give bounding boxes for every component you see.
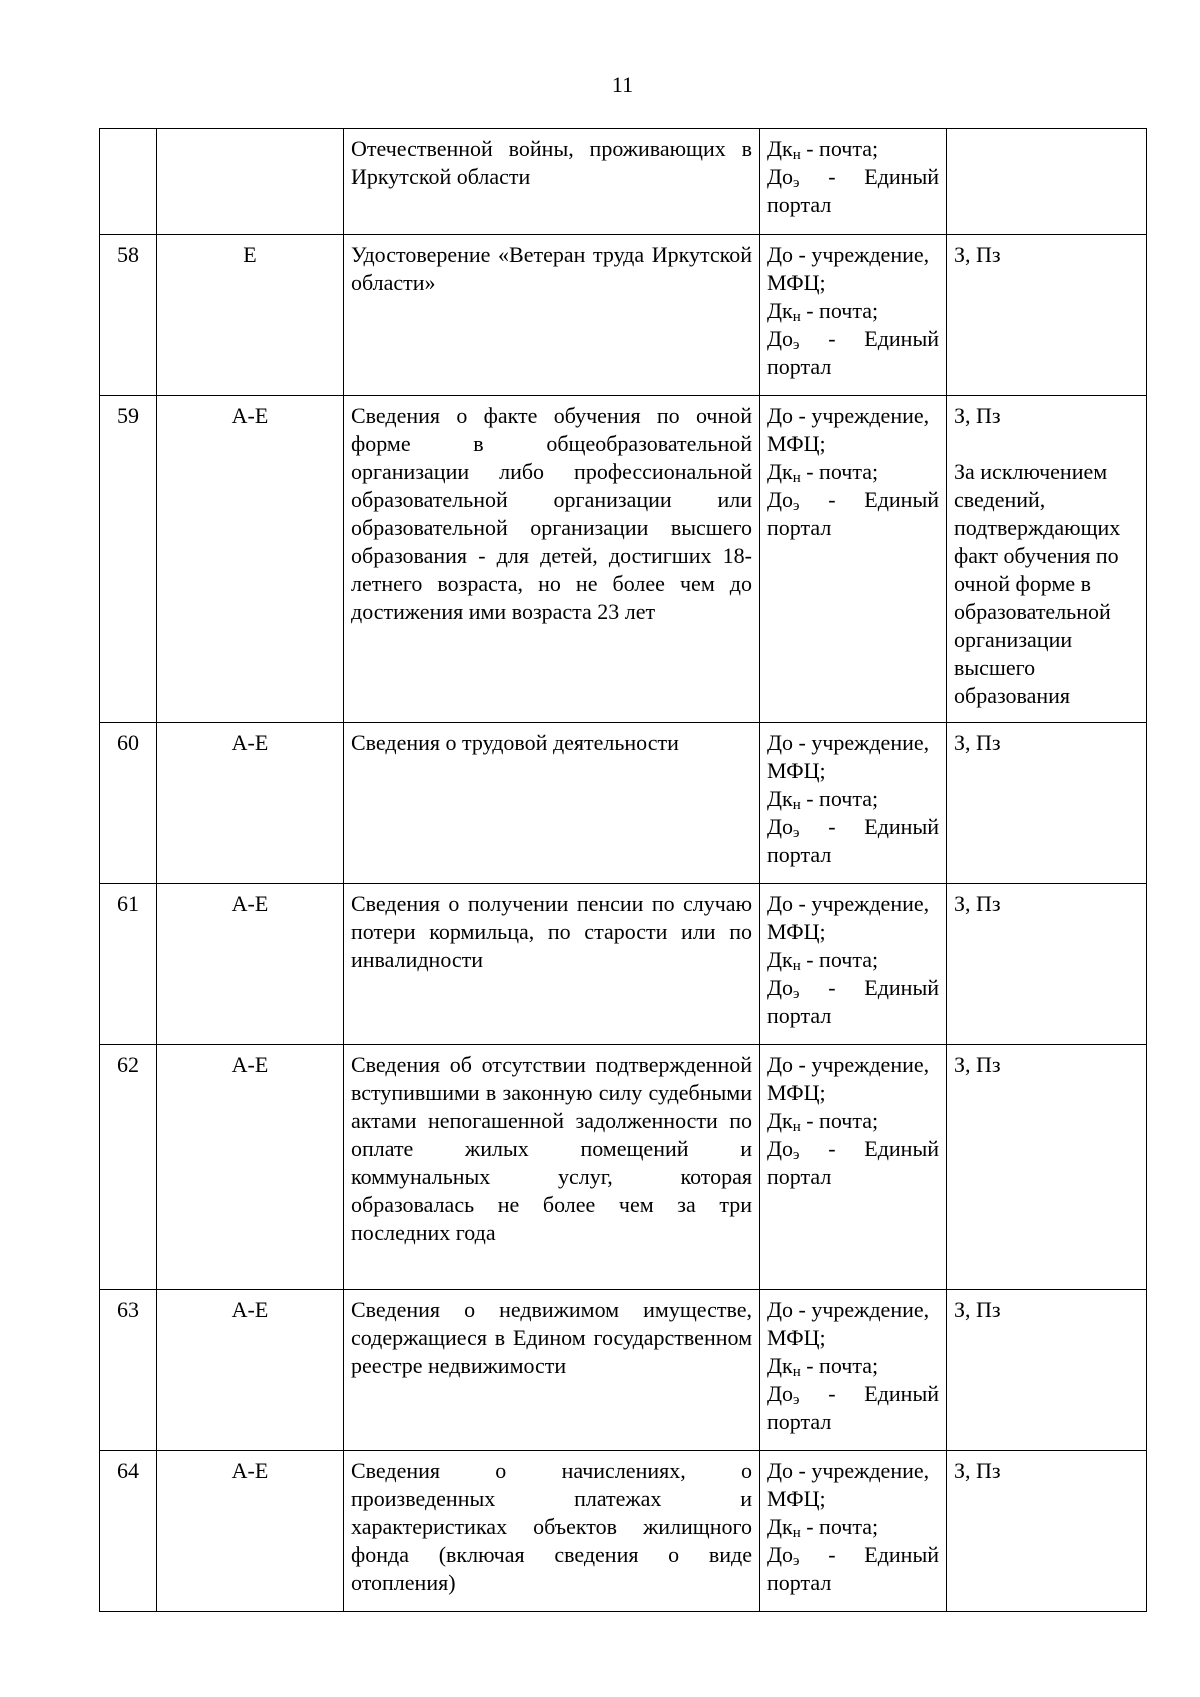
category-label: А-Е	[231, 403, 269, 428]
way-electronic-prefix: До	[767, 326, 794, 351]
document-cell	[344, 1451, 760, 1612]
table-row	[100, 884, 1147, 1045]
row-number-cell	[100, 1290, 157, 1451]
way-post-sub: н	[792, 309, 801, 325]
way-electronic-sub: э	[793, 1553, 800, 1569]
way-post	[767, 458, 939, 486]
way-post-text: - почта;	[800, 786, 879, 811]
table-row	[100, 723, 1147, 884]
way-mfc: МФЦ;	[767, 1080, 826, 1105]
way-institution: До - учреждение,	[767, 242, 930, 267]
note-cell	[947, 235, 1147, 396]
table-row	[100, 1451, 1147, 1612]
document-name: Сведения об отсутствии подтвержденной вступившими в законную силу судебными актами непогашенной задолженности по оплате жилых помещений и коммунальных услуг, которая образовалась не более чем за три последних года	[351, 1052, 752, 1245]
way-electronic-sub: э	[793, 1147, 800, 1163]
note-exception-line: факт обучения по	[954, 543, 1119, 568]
way-post-text: - почта;	[800, 298, 879, 323]
way-post-sub: н	[792, 470, 801, 486]
way-electronic-code	[767, 1380, 799, 1408]
way-mfc: МФЦ;	[767, 270, 826, 295]
way-post-text: - почта;	[800, 1108, 879, 1133]
table-row	[100, 1290, 1147, 1451]
way-electronic-code	[767, 163, 799, 191]
way-post-prefix: Дк	[767, 459, 793, 484]
way-electronic	[767, 486, 939, 514]
documents-table	[99, 128, 1147, 1612]
way-electronic	[767, 974, 939, 1002]
way-post	[767, 785, 939, 813]
note-code: З, Пз	[954, 1052, 1001, 1077]
way-post	[767, 135, 939, 163]
way-post-prefix: Дк	[767, 298, 793, 323]
way-electronic-single: Единый	[864, 814, 939, 839]
note-code: З, Пз	[954, 1458, 1001, 1483]
way-portal: портал	[767, 192, 832, 217]
way-electronic-dash: -	[828, 164, 836, 189]
submission-ways-cell	[760, 1045, 947, 1290]
note-cell	[947, 396, 1147, 723]
way-electronic-code	[767, 813, 799, 841]
way-post-text: - почта;	[800, 1353, 879, 1378]
way-post-sub: н	[792, 1119, 801, 1135]
document-cell	[344, 1045, 760, 1290]
way-post-prefix: Дк	[767, 1353, 793, 1378]
note-cell	[947, 723, 1147, 884]
document-name: Отечественной войны, проживающих в Иркутской области	[351, 136, 752, 189]
way-electronic-prefix: До	[767, 164, 794, 189]
category-label: А-Е	[231, 1458, 269, 1483]
submission-ways-cell	[760, 129, 947, 235]
way-post-sub: н	[792, 1364, 801, 1380]
way-institution: До - учреждение,	[767, 1052, 930, 1077]
submission-ways-cell	[760, 235, 947, 396]
way-electronic-sub: э	[793, 1392, 800, 1408]
document-cell	[344, 1290, 760, 1451]
row-number-cell	[100, 396, 157, 723]
way-mfc: МФЦ;	[767, 758, 826, 783]
way-electronic-single: Единый	[864, 326, 939, 351]
note-exception-line: За исключением	[954, 459, 1108, 484]
submission-ways-cell	[760, 884, 947, 1045]
note-cell	[947, 1045, 1147, 1290]
note-exception-line: образовательной	[954, 599, 1111, 624]
row-number: 63	[117, 1297, 139, 1322]
way-electronic-dash: -	[828, 1381, 836, 1406]
way-electronic-prefix: До	[767, 975, 794, 1000]
category-cell	[157, 235, 344, 396]
note-code: З, Пз	[954, 1297, 1001, 1322]
way-electronic-sub: э	[793, 825, 800, 841]
way-electronic-dash: -	[828, 487, 836, 512]
way-electronic	[767, 1380, 939, 1408]
way-portal: портал	[767, 1164, 832, 1189]
row-number: 60	[117, 730, 139, 755]
way-post-sub: н	[792, 958, 801, 974]
note-exception-line: высшего	[954, 655, 1036, 680]
table-row	[100, 1045, 1147, 1290]
way-electronic-prefix: До	[767, 487, 794, 512]
way-electronic-single: Единый	[864, 487, 939, 512]
way-electronic-code	[767, 1541, 799, 1569]
document-name: Сведения о факте обучения по очной форме в общеобразовательной организации либо профессиональной образовательной организации или образовательной организации высшего образования - для детей, достигших 18-летнего возраста, но не более чем до достижения ими возраста 23 лет	[351, 403, 752, 624]
way-electronic-code	[767, 974, 799, 1002]
way-post	[767, 297, 939, 325]
way-electronic-sub: э	[793, 175, 800, 191]
way-post-prefix: Дк	[767, 1108, 793, 1133]
way-institution: До - учреждение,	[767, 730, 930, 755]
submission-ways-cell	[760, 723, 947, 884]
page-number: 11	[611, 72, 634, 97]
way-electronic	[767, 163, 939, 191]
way-mfc: МФЦ;	[767, 1486, 826, 1511]
note-cell	[947, 1290, 1147, 1451]
document-name: Сведения о недвижимом имуществе, содержащиеся в Едином государственном реестре недвижимости	[351, 1297, 752, 1378]
way-electronic-prefix: До	[767, 1136, 794, 1161]
row-number-cell	[100, 129, 157, 235]
category-cell	[157, 884, 344, 1045]
way-institution: До - учреждение,	[767, 403, 930, 428]
way-post	[767, 946, 939, 974]
way-portal: портал	[767, 1003, 832, 1028]
way-portal: портал	[767, 842, 832, 867]
way-post-text: - почта;	[800, 459, 879, 484]
row-number: 61	[117, 891, 139, 916]
way-electronic-dash: -	[828, 975, 836, 1000]
submission-ways-cell	[760, 1290, 947, 1451]
way-electronic	[767, 325, 939, 353]
way-institution: До - учреждение,	[767, 1297, 930, 1322]
way-post-text: - почта;	[800, 947, 879, 972]
way-post-text: - почта;	[800, 1514, 879, 1539]
way-post-prefix: Дк	[767, 136, 793, 161]
submission-ways-cell	[760, 1451, 947, 1612]
way-electronic-prefix: До	[767, 814, 794, 839]
way-electronic-sub: э	[793, 337, 800, 353]
row-number: 62	[117, 1052, 139, 1077]
category-label: А-Е	[231, 1052, 269, 1077]
way-post	[767, 1513, 939, 1541]
way-electronic-dash: -	[828, 326, 836, 351]
category-label: Е	[243, 242, 257, 267]
way-institution: До - учреждение,	[767, 891, 930, 916]
way-post	[767, 1107, 939, 1135]
way-post-sub: н	[792, 147, 801, 163]
category-cell	[157, 129, 344, 235]
way-post-prefix: Дк	[767, 786, 793, 811]
way-electronic-single: Единый	[864, 1381, 939, 1406]
category-label: А-Е	[231, 891, 269, 916]
way-portal: портал	[767, 1570, 832, 1595]
way-electronic-dash: -	[828, 814, 836, 839]
way-electronic-single: Единый	[864, 1136, 939, 1161]
note-cell	[947, 129, 1147, 235]
row-number-cell	[100, 884, 157, 1045]
way-electronic-sub: э	[793, 986, 800, 1002]
category-cell	[157, 1451, 344, 1612]
document-name: Удостоверение «Ветеран труда Иркутской области»	[351, 242, 752, 295]
way-post	[767, 1352, 939, 1380]
way-post-sub: н	[792, 797, 801, 813]
way-electronic-single: Единый	[864, 1542, 939, 1567]
category-cell	[157, 1290, 344, 1451]
submission-ways-cell	[760, 396, 947, 723]
way-mfc: МФЦ;	[767, 431, 826, 456]
document-name: Сведения о начислениях, о произведенных платежах и характеристиках объектов жилищного фонда (включая сведения о виде отопления)	[351, 1458, 752, 1595]
way-mfc: МФЦ;	[767, 1325, 826, 1350]
note-exception-line: сведений,	[954, 487, 1046, 512]
note-code: З, Пз	[954, 242, 1001, 267]
table-row	[100, 235, 1147, 396]
row-number: 58	[117, 242, 139, 267]
document-cell	[344, 884, 760, 1045]
way-electronic	[767, 813, 939, 841]
way-portal: портал	[767, 515, 832, 540]
way-electronic-single: Единый	[864, 164, 939, 189]
way-electronic-code	[767, 325, 799, 353]
category-label: А-Е	[231, 1297, 269, 1322]
note-exception-line: подтверждающих	[954, 515, 1121, 540]
way-post-text: - почта;	[800, 136, 879, 161]
row-number: 59	[117, 403, 139, 428]
way-electronic-code	[767, 1135, 799, 1163]
document-name: Сведения о получении пенсии по случаю потери кормильца, по старости или по инвалидности	[351, 891, 752, 972]
document-name: Сведения о трудовой деятельности	[351, 730, 679, 755]
row-number-cell	[100, 235, 157, 396]
category-cell	[157, 1045, 344, 1290]
document-cell	[344, 723, 760, 884]
way-electronic-sub: э	[793, 498, 800, 514]
note-exception-line: образования	[954, 683, 1071, 708]
way-electronic-single: Единый	[864, 975, 939, 1000]
category-cell	[157, 396, 344, 723]
note-code: З, Пз	[954, 403, 1001, 428]
note-cell	[947, 1451, 1147, 1612]
way-portal: портал	[767, 1409, 832, 1434]
row-number: 64	[117, 1458, 139, 1483]
note-code: З, Пз	[954, 891, 1001, 916]
way-electronic-prefix: До	[767, 1542, 794, 1567]
table-row	[100, 396, 1147, 723]
document-cell	[344, 396, 760, 723]
way-post-sub: н	[792, 1525, 801, 1541]
document-cell	[344, 129, 760, 235]
way-electronic-dash: -	[828, 1136, 836, 1161]
row-number-cell	[100, 1451, 157, 1612]
table-row	[100, 129, 1147, 235]
way-post-prefix: Дк	[767, 1514, 793, 1539]
category-cell	[157, 723, 344, 884]
way-electronic-dash: -	[828, 1542, 836, 1567]
row-number-cell	[100, 723, 157, 884]
row-number-cell	[100, 1045, 157, 1290]
table-body	[100, 129, 1147, 1612]
way-mfc: МФЦ;	[767, 919, 826, 944]
way-electronic	[767, 1135, 939, 1163]
way-post-prefix: Дк	[767, 947, 793, 972]
way-electronic	[767, 1541, 939, 1569]
note-exception-line: организации	[954, 627, 1073, 652]
way-institution: До - учреждение,	[767, 1458, 930, 1483]
note-code: З, Пз	[954, 730, 1001, 755]
note-cell	[947, 884, 1147, 1045]
category-label: А-Е	[231, 730, 269, 755]
way-portal: портал	[767, 354, 832, 379]
way-electronic-code	[767, 486, 799, 514]
way-electronic-prefix: До	[767, 1381, 794, 1406]
note-exception-line: очной форме в	[954, 571, 1092, 596]
note-spacer	[954, 430, 1139, 458]
document-cell	[344, 235, 760, 396]
